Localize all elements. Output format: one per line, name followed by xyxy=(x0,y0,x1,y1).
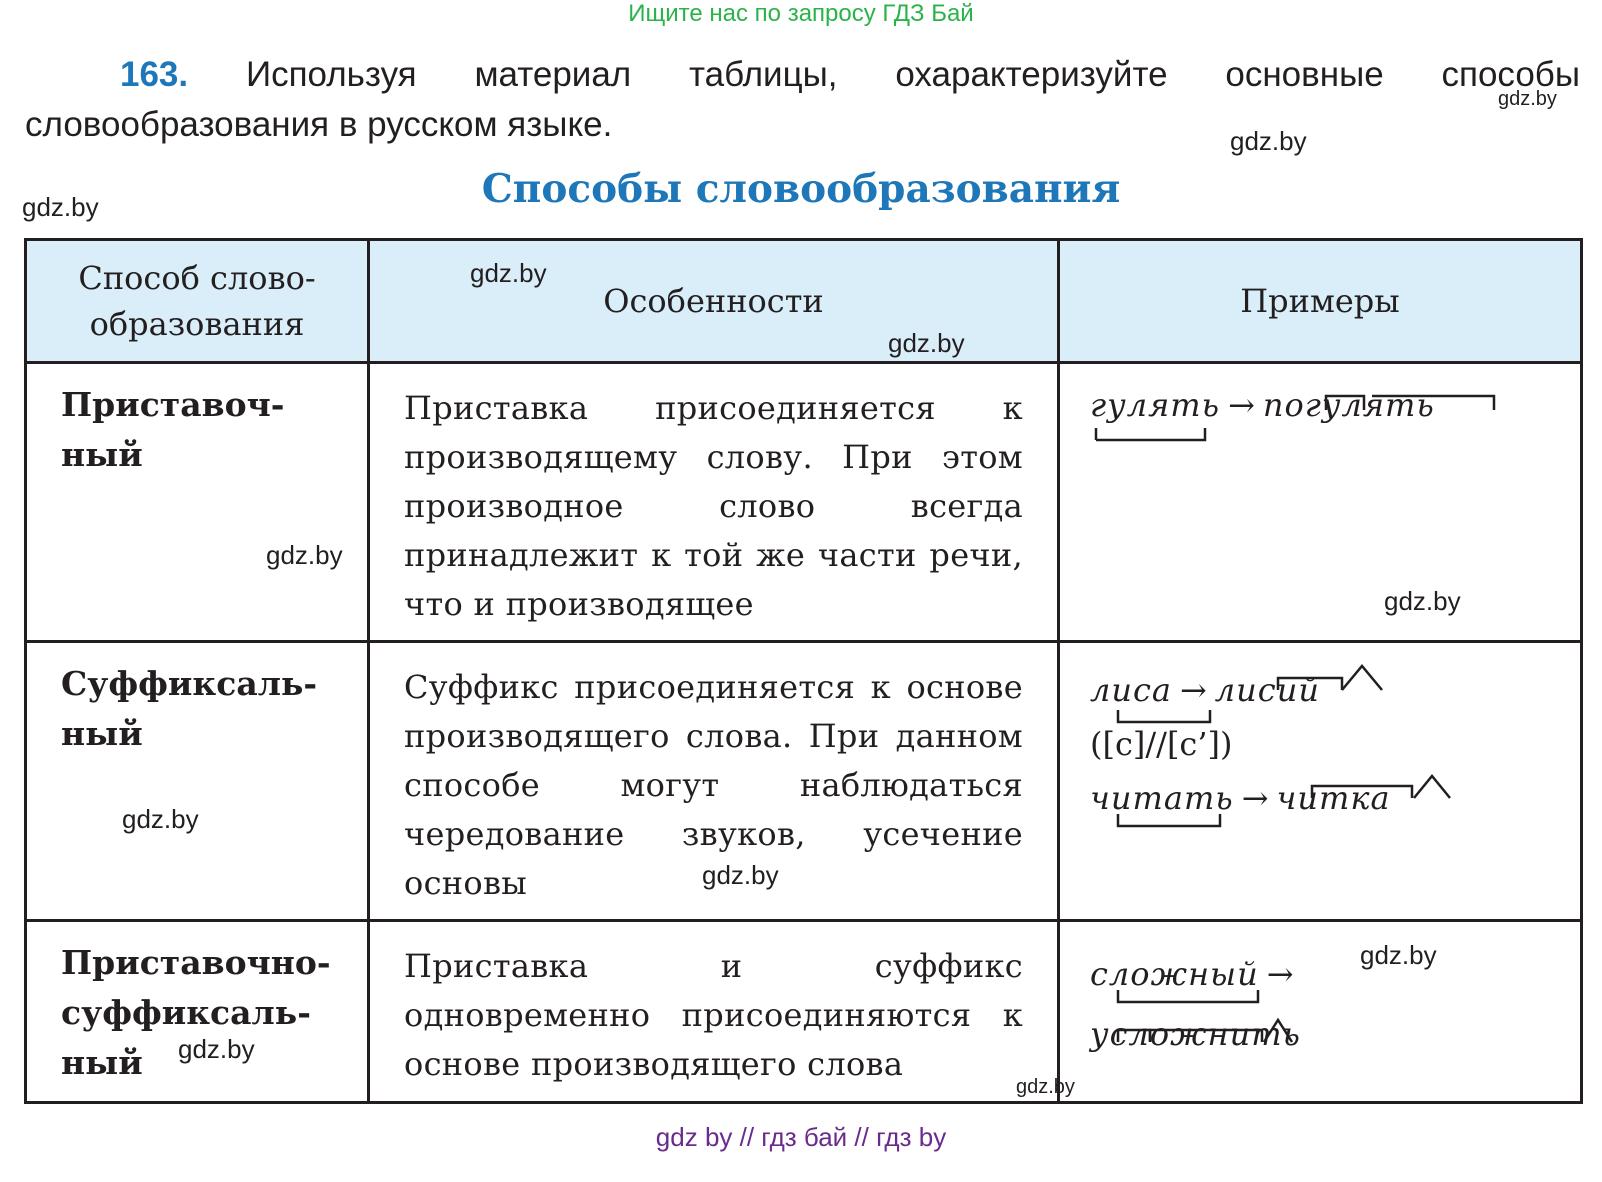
example-to: лисий xyxy=(1214,671,1320,709)
prefix-mark xyxy=(1326,396,1364,410)
table-title: Способы словообразования xyxy=(481,166,1121,212)
watermark: gdz.by xyxy=(1016,1076,1075,1098)
task-number: 163. xyxy=(120,55,189,94)
method-line: ный xyxy=(61,435,143,474)
suffix-mark xyxy=(1264,1020,1292,1042)
footer-links: gdz by // гдз бай // гдз by xyxy=(655,1122,947,1152)
watermark: gdz.by xyxy=(1230,126,1307,156)
stem-mark xyxy=(1118,990,1258,1002)
task-line-2: словообразования в русском языке. xyxy=(25,105,613,144)
method-line: Приставочно- xyxy=(61,943,331,982)
suffix-mark xyxy=(1414,776,1450,798)
arrow-icon: → xyxy=(1241,779,1269,817)
suffix-mark xyxy=(1342,666,1382,690)
watermark: gdz.by xyxy=(888,328,965,358)
example-from: лиса xyxy=(1090,671,1172,709)
method-line: ный xyxy=(61,1043,143,1082)
watermark: gdz.by xyxy=(22,192,99,222)
method-line: Суффиксаль- xyxy=(61,664,318,703)
watermark: gdz.by xyxy=(702,860,779,890)
stem-mark xyxy=(1096,428,1205,440)
features-cell: Приставка и суффикс одновременно присоединяются к основе производящего слова xyxy=(369,921,1059,1103)
example-to: погулять xyxy=(1262,386,1435,424)
root-mark xyxy=(1312,786,1412,798)
features-cell: Приставка присоединяется к производящему слову. При этом производное слово всегда принадлежит к той же части речи, что и производящее xyxy=(369,363,1059,642)
method-line: суффиксаль- xyxy=(61,993,311,1032)
stem-mark xyxy=(1118,710,1210,722)
method-line: Приставоч- xyxy=(61,385,285,424)
example-note: ([с]//[с’]) xyxy=(1090,725,1233,763)
root-mark xyxy=(1372,396,1494,410)
example-to: читка xyxy=(1276,779,1391,817)
arrow-icon: → xyxy=(1179,671,1207,709)
watermark: gdz.by xyxy=(1384,586,1461,616)
arrow-icon: → xyxy=(1266,955,1294,993)
method-line: ный xyxy=(61,714,143,753)
header-method-line-1: Способ слово- xyxy=(78,259,316,297)
example-to: усложнить xyxy=(1090,1015,1301,1053)
root-mark xyxy=(1278,678,1342,690)
top-banner: Ищите нас по запросу ГДЗ Бай xyxy=(628,0,974,27)
task-line-1: Используя материал таблицы, охарактеризуйте основные способы xyxy=(245,55,1580,94)
watermark: gdz.by xyxy=(178,1034,255,1064)
example-from: гулять xyxy=(1090,386,1221,424)
root-mark xyxy=(1150,1030,1262,1042)
features-cell: Суффикс присоединяется к основе производящего слова. При данном способе могут наблюдаться чередование звуков, усечение основы xyxy=(369,642,1059,921)
watermark: gdz.by xyxy=(122,804,199,834)
header-method-line-2: образования xyxy=(89,305,305,343)
arrow-icon: → xyxy=(1228,386,1255,424)
watermark: gdz.by xyxy=(1360,940,1437,970)
watermark: gdz.by xyxy=(266,540,343,570)
example-from: сложный xyxy=(1090,955,1259,993)
header-features: Особенности xyxy=(369,240,1059,363)
watermark: gdz.by xyxy=(470,258,547,288)
header-examples: Примеры xyxy=(1059,240,1582,363)
example-from: читать xyxy=(1090,779,1234,817)
prefix-mark xyxy=(1118,1030,1150,1042)
watermark: gdz.by xyxy=(1498,88,1557,110)
stem-mark xyxy=(1118,814,1220,826)
